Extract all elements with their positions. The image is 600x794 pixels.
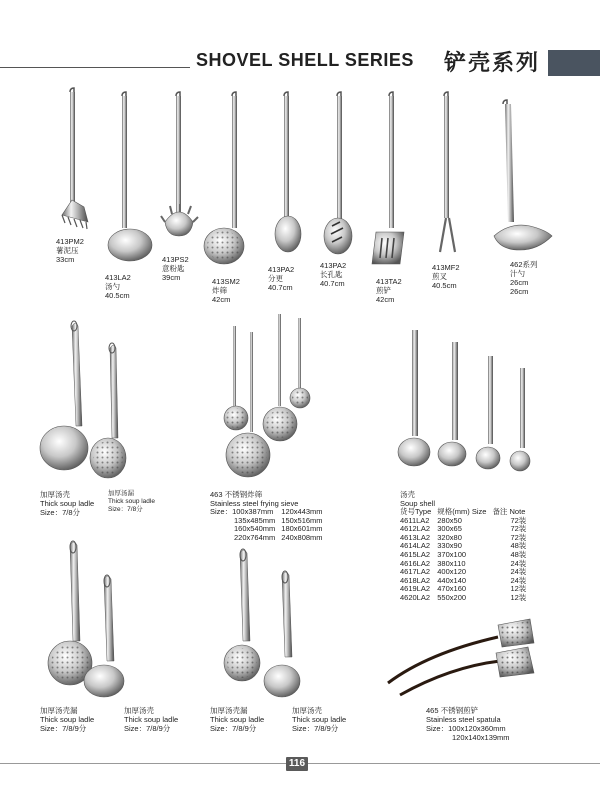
thick-skimmer-image [90, 343, 126, 478]
table-row: 4612LA2 300x65 72装 [400, 524, 527, 534]
label-soup-shell: 汤壳 Soup shell 货号Type 规格(mm) Size 备注 Note 4611LA2 280x50 72装 4612LA2 300x65 72装 4613LA2 320x80 72装 4614LA2 330x90 48装 4615LA2 370x100 48装 4616LA2 380x110 24装 4617LA2 400x120 24装 4618LA2 440x140 24装 4619LA2 470x160 12装 4620LA2 550x200 12装 [400, 490, 532, 603]
table-row: 4615LA2 370x100 48装 [400, 549, 527, 559]
thick-ladle-skimmer-2-image [224, 549, 260, 681]
row1-utensils [0, 0, 600, 300]
table-row: 4619LA2 470x160 12装 [400, 584, 527, 594]
page-title-zh: 铲壳系列 [444, 50, 541, 75]
sieve-size-table: Size：100x387mm 120x443mm 135x485mm 150x516mm 160x540mm 180x601mm 220x764mm 240x808mm [210, 507, 323, 542]
skimmer-413sm2-image [204, 92, 244, 264]
table-row: 4616LA2 380x110 24装 [400, 558, 527, 568]
label-bottom-1: 加厚汤壳漏 Thick soup ladle Size：7/8/9分 [40, 706, 95, 733]
spoon-413pa2-image [275, 92, 301, 252]
thick-ladle-skimmer-image [48, 541, 92, 685]
row2-utensils [0, 300, 600, 490]
label-spatula-465: 465 不锈钢煎铲 Stainless steel spatula Size：100x120x360mm 120x140x139mm [426, 706, 510, 742]
row3-utensils [0, 532, 600, 710]
ladle-413la2-image [108, 92, 152, 261]
soup-shells-image [398, 330, 530, 471]
thick-ladle-row3-image [84, 575, 124, 697]
label-413pm2: 413PM2 薯泥压 33cm [56, 237, 84, 264]
table-row: 4618LA2 440x140 24装 [400, 575, 527, 585]
label-413mf2: 413MF2 煎叉 40.5cm [432, 263, 460, 290]
fork-413mf2-image [440, 92, 455, 252]
label-413ta2: 413TA2 煎铲 42cm [376, 277, 402, 304]
thick-ladle-row3-2-image [264, 571, 300, 697]
table-row: 4611LA2 280x50 72装 [400, 515, 527, 525]
label-bottom-3: 加厚汤壳漏 Thick soup ladle Size：7/8/9分 [210, 706, 265, 733]
table-row: 4614LA2 330x90 48装 [400, 541, 527, 551]
slotted-spoon-image [324, 92, 352, 254]
frying-sieves-image [224, 314, 310, 477]
potato-masher-image [62, 88, 88, 229]
pasta-server-image [161, 92, 198, 236]
label-413pa2-a: 413PA2 分更 40.7cm [268, 265, 295, 292]
page-title-en: SHOVEL SHELL SERIES [196, 50, 414, 70]
label-thick-ladle: 加厚汤壳 Thick soup ladle Size：7/8分 [40, 490, 95, 517]
spatula-465-image [388, 619, 534, 695]
turner-413ta2-image [372, 92, 404, 264]
label-413ps2: 413PS2 意粉匙 39cm [162, 255, 189, 282]
label-thick-skimmer: 加厚汤漏 Thick soup ladle Size：7/8分 [108, 490, 155, 513]
table-header-row: 货号Type 规格(mm) Size 备注 Note [400, 507, 526, 516]
label-frying-sieve: 463 不锈钢炸筛 Stainless steel frying sieve Size：100x387mm 120x443mm 135x485mm 150x516mm 160x540mm 180x601mm 220x764mm 240x808mm [210, 490, 329, 542]
page-number: 116 [286, 757, 308, 771]
sauce-ladle-462-image [494, 100, 552, 250]
label-413sm2: 413SM2 炸筛 42cm [212, 277, 240, 304]
thick-ladle-image [40, 321, 88, 470]
table-row: 4613LA2 320x80 72装 [400, 532, 527, 542]
label-413la2: 413LA2 汤勺 40.5cm [105, 273, 131, 300]
label-462: 462系列 汁勺 26cm 26cm [510, 260, 538, 296]
table-row: 4620LA2 550x200 12装 [400, 592, 527, 602]
label-bottom-2: 加厚汤壳 Thick soup ladle Size：7/8/9分 [124, 706, 179, 733]
label-413pa2-b: 413PA2 长孔匙 40.7cm [320, 261, 347, 288]
table-row: 4617LA2 400x120 24装 [400, 567, 527, 577]
label-bottom-4: 加厚汤壳 Thick soup ladle Size：7/8/9分 [292, 706, 347, 733]
